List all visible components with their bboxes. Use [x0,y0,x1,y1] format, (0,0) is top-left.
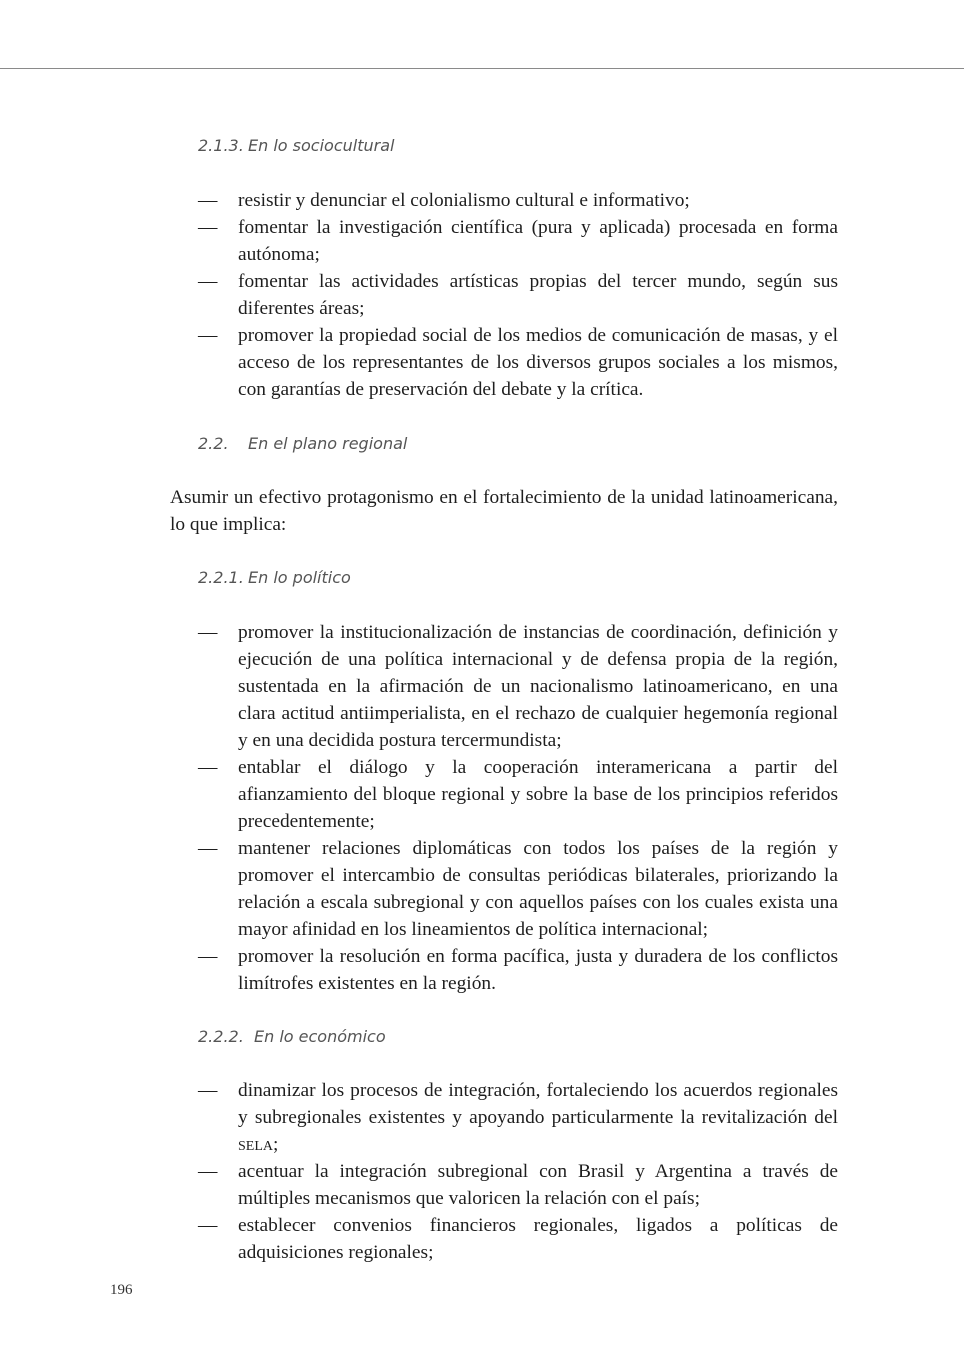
header-rule [0,68,964,69]
list-item: — dinamizar los procesos de integración, fortaleciendo los acuerdos regionales y subregionales existentes y apoyando particularmente la revitalización del sela; [198,1077,838,1158]
section-title: En lo político [248,568,351,587]
dash: — [198,622,218,643]
section-heading-2-2-2 [198,1027,386,1047]
section-heading-2-1-3 [198,136,394,156]
list-item: — establecer convenios financieros regionales, ligados a políticas de adquisiciones regionales; [198,1212,838,1266]
list-item: — resistir y denunciar el colonialismo cultural e informativo; [198,187,838,214]
section-heading-2-2 [198,434,407,454]
dash: — [198,1161,218,1182]
dash: — [198,271,218,292]
list-item: — fomentar la investigación científica (pura y aplicada) procesada en forma autónoma; [198,214,838,268]
abbreviation-sela: sela [238,1134,273,1155]
dash: — [198,838,218,859]
dash: — [198,1080,218,1101]
list-item: — promover la institucionalización de instancias de coordinación, definición y ejecución de una política internacional y de defensa propia de la región, sustentada en la afirmación de un nacionalismo latinoamericano, en una clara actitud antiimperialista, en el rechazo de cualquier hegemonía regional y en una decidida postura tercermundista; [198,619,838,754]
list-economico [198,1077,838,1266]
section-number: 2.2.2. [198,1027,244,1046]
list-sociocultural [198,187,838,403]
dash: — [198,946,218,967]
list-item: — entablar el diálogo y la cooperación interamericana a partir del afianzamiento del bloque regional y sobre la base de los principios referidos precedentemente; [198,754,838,835]
list-item: — promover la propiedad social de los medios de comunicación de masas, y el acceso de los representantes de los diversos grupos sociales a los mismos, con garantías de preservación del debate y la crítica. [198,322,838,403]
list-item: — mantener relaciones diplomáticas con todos los países de la región y promover el intercambio de consultas periódicas bilaterales, priorizando la relación a escala subregional y con aquellos países con los cuales exista una mayor afinidad en los lineamientos de política internacional; [198,835,838,943]
dash: — [198,325,218,346]
section-number: 2.2.1. [198,568,244,587]
list-politico [198,619,838,997]
intro-paragraph: Asumir un efectivo protagonismo en el fortalecimiento de la unidad latinoamericana, lo que implica: [170,487,838,535]
section-number: 2.1.3. [198,136,244,155]
dash: — [198,1215,218,1236]
section-title: En lo económico [254,1027,386,1046]
page-number: 196 [110,1282,133,1298]
list-item: — fomentar las actividades artísticas propias del tercer mundo, según sus diferentes áreas; [198,268,838,322]
list-item: — acentuar la integración subregional con Brasil y Argentina a través de múltiples mecanismos que valoricen la relación con el país; [198,1158,838,1212]
section-number: 2.2. [198,434,229,453]
section-heading-2-2-1 [198,568,351,588]
dash: — [198,190,218,211]
list-item: — promover la resolución en forma pacífica, justa y duradera de los conflictos limítrofes existentes en la región. [198,943,838,997]
section-title: En lo sociocultural [248,136,395,155]
dash: — [198,217,218,238]
section-title: En el plano regional [248,434,408,453]
dash: — [198,757,218,778]
